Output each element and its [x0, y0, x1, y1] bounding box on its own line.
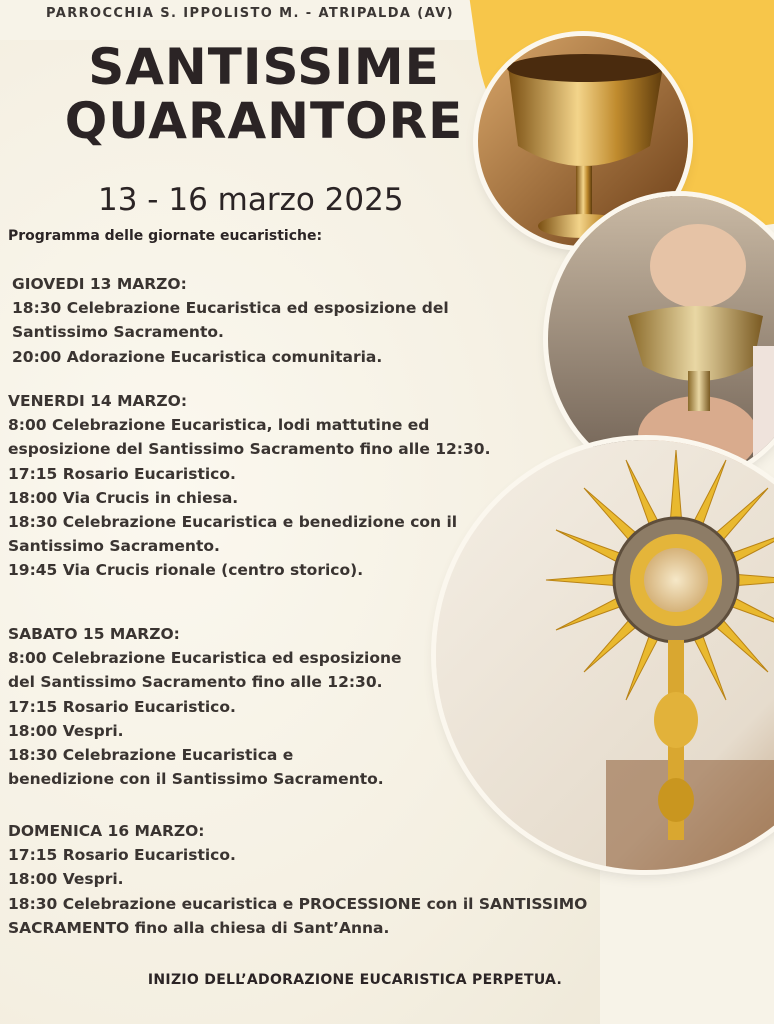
day-block-sunday	[8, 819, 668, 940]
schedule-line: 18:00 Vespri.	[8, 721, 124, 740]
title-line-1: SANTISSIME	[88, 38, 440, 96]
schedule-line: Santissimo Sacramento.	[8, 537, 220, 556]
schedule-line: 18:30 Celebrazione Eucaristica ed esposizione del	[12, 299, 449, 318]
schedule-line: 18:00 Via Crucis in chiesa.	[8, 488, 239, 507]
schedule-line: del Santissimo Sacramento fino alle 12:30.	[8, 673, 383, 692]
event-dates: 13 - 16 marzo 2025	[98, 182, 404, 218]
day-block-thursday	[12, 272, 672, 369]
schedule-line: benedizione con il Santissimo Sacramento.	[8, 770, 384, 789]
schedule-line: 17:15 Rosario Eucaristico.	[8, 697, 236, 716]
schedule-line: Santissimo Sacramento.	[12, 323, 224, 342]
day-block-friday	[8, 389, 668, 583]
parish-name: PARROCCHIA S. IPPOLISTO M. - ATRIPALDA (AV)	[46, 6, 455, 21]
schedule-line: 17:15 Rosario Eucaristico.	[8, 464, 236, 483]
schedule-line: 8:00 Celebrazione Eucaristica, lodi mattutine ed	[8, 416, 430, 435]
day-heading: SABATO 15 MARZO:	[8, 625, 180, 643]
schedule-line: 18:30 Celebrazione eucaristica e PROCESSIONE con il SANTISSIMO	[8, 894, 588, 913]
day-heading: GIOVEDI 13 MARZO:	[12, 275, 187, 293]
program-intro: Programma delle giornate eucaristiche:	[8, 228, 323, 244]
schedule-line: 8:00 Celebrazione Eucaristica ed esposizione	[8, 649, 402, 668]
schedule-line: 18:30 Celebrazione Eucaristica e benedizione con il	[8, 513, 458, 532]
day-heading: DOMENICA 16 MARZO:	[8, 822, 205, 840]
day-block-saturday	[8, 622, 668, 791]
schedule-line: esposizione del Santissimo Sacramento fino alle 12:30.	[8, 440, 491, 459]
schedule-line: SACRAMENTO fino alla chiesa di Sant’Anna.	[8, 918, 390, 937]
schedule-line: 18:30 Celebrazione Eucaristica e	[8, 746, 294, 765]
schedule-line: 18:00 Vespri.	[8, 870, 124, 889]
schedule-line: 17:15 Rosario Eucaristico.	[8, 846, 236, 865]
title-line-2: QUARANTORE	[64, 92, 464, 150]
day-heading: VENERDI 14 MARZO:	[8, 392, 188, 410]
schedule-line: 20:00 Adorazione Eucaristica comunitaria.	[12, 347, 383, 366]
page-title	[44, 40, 484, 148]
closing-announcement: INIZIO DELL’ADORAZIONE EUCARISTICA PERPETUA.	[147, 972, 563, 988]
schedule-line: 19:45 Via Crucis rionale (centro storico).	[8, 561, 364, 580]
